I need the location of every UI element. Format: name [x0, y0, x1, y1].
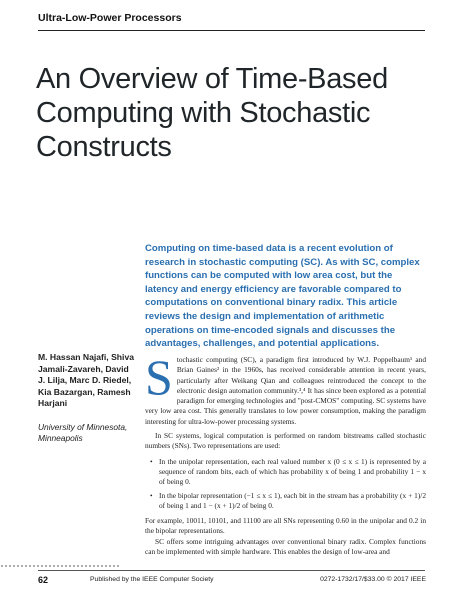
author-affiliation: University of Minnesota, Minneapolis	[38, 422, 128, 444]
author-list: M. Hassan Najafi, Shiva Jamali-Zavareh, David J. Lilja, Marc D. Riedel, Kia Bazargan, Ramesh Harjani	[38, 352, 134, 409]
copyright-line: 0272-1732/17/$33.00 © 2017 IEEE	[320, 576, 426, 583]
list-item: • In the unipolar representation, each real valued number x (0 ≤ x ≤ 1) is represented by a sequence of random bits, each of which has probability x of being 1 and probability 1 − x of being 0.	[159, 457, 426, 488]
body-paragraph-3: For example, 10011, 10101, and 11100 are all SNs representing 0.60 in the unipolar and 0.2 in the bipolar representations.	[145, 516, 426, 536]
article-abstract: Computing on time-based data is a recent evolution of research in stochastic computing (SC). As with SC, complex functions can be computed with low area cost, but the latency and energy efficiency are favorable compared to computations on conventional binary radix. This article reviews the design and implementation of arithmetic operations on time-encoded signals and discusses the advantages, challenges, and potential applications.	[145, 243, 420, 350]
body-text	[145, 349, 426, 557]
header-rule	[38, 30, 425, 31]
section-label: Ultra-Low-Power Processors	[38, 12, 182, 24]
body-paragraph-4: SC offers some intriguing advantages over conventional binary radix. Complex functions can be implemented with simple hardware. This enables the design of low-area and	[145, 536, 426, 557]
footer-rule	[38, 570, 425, 571]
decorative-dots	[0, 565, 120, 567]
drop-cap: S	[145, 349, 173, 405]
representation-list	[145, 457, 426, 511]
list-item: • In the bipolar representation (−1 ≤ x ≤ 1), each bit in the stream has a probability (x + 1)/2 of being 1 and 1 − (x + 1)/2 of being 0.	[159, 491, 426, 512]
page-number: 62	[38, 575, 49, 585]
publisher-line: Published by the IEEE Computer Society	[90, 576, 214, 583]
body-paragraph-1	[145, 349, 426, 427]
paragraph-1-text: tochastic computing (SC), a paradigm first introduced by W.J. Poppelbaum¹ and Brian Gaines² in the 1960s, has received considerable attention in recent years, particularly after Weikang Qian and colleagues reintroduced the concept to the electronic design automation community.³,⁴ It has since been explored as a potential paradigm for emerging technologies and "post-CMOS" computing. SC systems have very low area cost. This generally translates to low power consumption, making the paradigm interesting for ultra-low-power processing systems.	[145, 355, 426, 426]
body-paragraph-2: In SC systems, logical computation is performed on random bitstreams called stochastic numbers (SNs). Two representations are used:	[145, 431, 426, 451]
article-title: An Overview of Time-Based Computing with Stochastic Constructs	[36, 63, 388, 163]
